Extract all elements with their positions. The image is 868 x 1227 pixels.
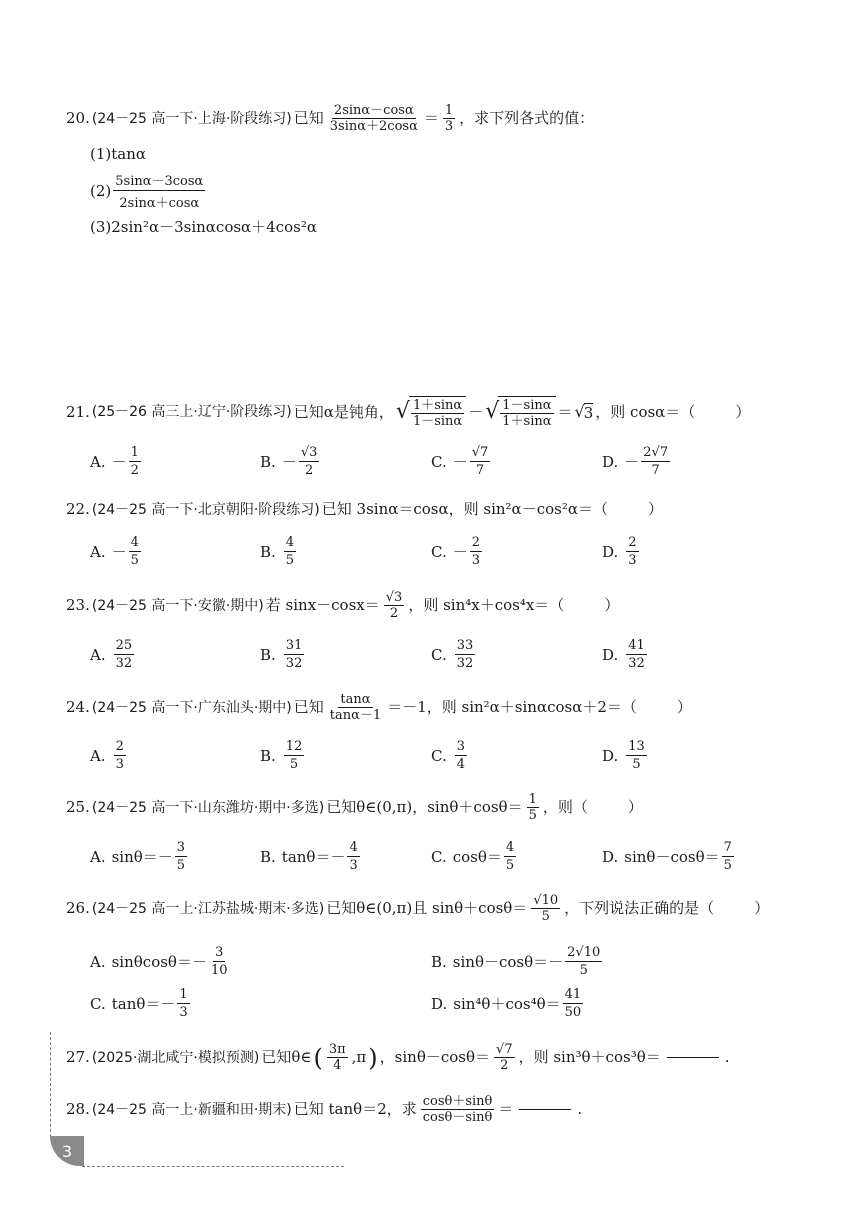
close-paren: ） xyxy=(604,596,620,614)
fraction-numerator: 1－sinα xyxy=(502,398,552,413)
stem-text: 已知θ∈(0,π)且 sinθ＋cosθ＝ xyxy=(326,899,528,917)
option-text: tanθ＝－ xyxy=(281,848,346,866)
question-24 xyxy=(66,693,692,722)
fraction-numerator: √3 xyxy=(300,445,318,460)
option-d[interactable] xyxy=(602,445,672,478)
stem-text: ，则（ xyxy=(542,798,588,816)
fraction xyxy=(299,445,320,478)
fraction-denominator: 3 xyxy=(179,1005,188,1020)
question-source-tag: (24－25 高一下·山东潍坊·期中·多选) xyxy=(91,799,325,816)
close-paren: ） xyxy=(735,402,751,421)
question-source-tag: (24－25 高一下·安徽·期中) xyxy=(91,597,264,614)
fraction xyxy=(641,445,670,478)
option-sign: － xyxy=(452,543,468,561)
close-paren: ） xyxy=(627,798,643,816)
fraction-numerator: 25 xyxy=(115,638,133,653)
fraction-numerator: 41 xyxy=(564,987,582,1002)
fraction-denominator: 2 xyxy=(304,463,314,478)
part-text: (1)tanα xyxy=(90,145,147,163)
option-text: sin⁴θ＋cos⁴θ＝ xyxy=(453,995,561,1013)
fraction-denominator: 3 xyxy=(444,119,454,134)
fraction-denominator: 7 xyxy=(475,463,485,478)
fraction xyxy=(500,399,553,428)
q20-part-1 xyxy=(90,145,146,163)
minus-sign: － xyxy=(468,402,484,421)
fraction xyxy=(626,638,647,671)
fraction xyxy=(284,739,305,772)
fraction-denominator: 1＋sinα xyxy=(502,414,552,429)
radical-sign: √ xyxy=(574,402,585,421)
fraction-denominator: 32 xyxy=(285,656,303,671)
fraction xyxy=(722,840,734,873)
option-label: B. xyxy=(260,542,276,561)
part-label: (2) xyxy=(90,181,112,200)
stem-text: 已知θ∈(0,π)，sinθ＋cosθ＝ xyxy=(326,798,523,816)
fraction-numerator: √10 xyxy=(533,893,559,908)
stem-text: 已知α是钝角， xyxy=(293,402,394,421)
option-label: B. xyxy=(260,847,276,866)
fraction-denominator: 1－sinα xyxy=(412,414,463,429)
fraction-denominator: 10 xyxy=(210,963,228,978)
option-b[interactable] xyxy=(260,840,362,873)
question-source-tag: (24－25 高一下·广东汕头·期中) xyxy=(91,699,292,716)
stem-text: ，下列说法正确的是（ xyxy=(564,899,715,917)
equals-sign: ＝ xyxy=(498,1100,514,1118)
fraction-denominator: 32 xyxy=(456,656,474,671)
stem-text: 已知 3sinα＝cosα，则 sin²α－cos²α＝（ xyxy=(321,500,608,518)
fraction-denominator: 5 xyxy=(579,963,588,978)
fraction xyxy=(626,535,638,568)
question-number: 26. xyxy=(66,899,90,917)
option-text: sinθ－cosθ＝ xyxy=(624,848,720,866)
fraction-denominator: 3 xyxy=(349,858,358,873)
fraction-numerator: 4 xyxy=(130,535,139,550)
option-label: C. xyxy=(431,847,447,866)
option-label: D. xyxy=(602,746,619,765)
fraction-denominator: 2 xyxy=(500,1058,509,1073)
fraction xyxy=(421,1095,495,1124)
square-root xyxy=(575,403,594,421)
fraction xyxy=(527,793,539,822)
option-label: D. xyxy=(431,994,448,1013)
part-text: (3)2sin²α－3sinαcosα＋4cos²α xyxy=(90,218,317,236)
option-text: sinθcosθ＝－ xyxy=(111,953,207,971)
fraction xyxy=(626,739,647,772)
option-label: A. xyxy=(90,542,106,561)
answer-blank[interactable] xyxy=(519,1109,571,1110)
fraction xyxy=(284,535,296,568)
option-d[interactable] xyxy=(602,739,649,772)
fraction-numerator: 41 xyxy=(628,638,645,653)
fraction xyxy=(129,535,141,568)
stem-text: ，sinθ－cosθ＝ xyxy=(379,1048,491,1066)
stem-text: ，则 sin⁴x＋cos⁴x＝（ xyxy=(408,596,565,614)
question-28 xyxy=(66,1095,582,1124)
fraction xyxy=(531,894,560,923)
fraction xyxy=(504,840,516,873)
option-label: A. xyxy=(90,645,106,664)
fraction xyxy=(129,445,141,478)
fraction-denominator: 3sinα＋2cosα xyxy=(329,119,418,134)
fraction xyxy=(327,1043,348,1072)
question-22 xyxy=(66,502,663,517)
fraction xyxy=(565,945,602,978)
period: . xyxy=(724,1048,730,1066)
question-number: 25. xyxy=(66,798,90,816)
fraction xyxy=(113,170,205,211)
fraction xyxy=(328,693,383,722)
question-number: 27. xyxy=(66,1048,90,1066)
option-label: D. xyxy=(602,847,619,866)
fraction-denominator: 3 xyxy=(628,553,637,568)
option-label: C. xyxy=(431,645,447,664)
question-source-tag: (24－25 高一下·上海·阶段练习) xyxy=(91,110,292,127)
option-c[interactable] xyxy=(431,638,477,671)
option-label: C. xyxy=(431,746,447,765)
question-number: 28. xyxy=(66,1100,90,1118)
fraction xyxy=(494,1043,515,1072)
fraction xyxy=(443,104,455,133)
question-number: 20. xyxy=(66,109,90,127)
option-b[interactable] xyxy=(260,445,321,478)
question-26 xyxy=(66,894,769,923)
footer-dashed-line xyxy=(82,1166,344,1167)
question-number: 22. xyxy=(66,500,90,518)
option-d[interactable] xyxy=(602,535,641,568)
close-paren: ） xyxy=(754,899,770,917)
option-a[interactable] xyxy=(90,535,143,568)
option-sign: － xyxy=(624,453,640,471)
period: . xyxy=(577,1100,583,1118)
stem-text: 若 sinx－cosx＝ xyxy=(265,596,380,614)
fraction xyxy=(175,840,187,873)
fraction xyxy=(563,987,584,1020)
fraction-numerator: 3 xyxy=(456,739,465,754)
option-b[interactable] xyxy=(260,739,306,772)
option-label: C. xyxy=(431,542,447,561)
fraction xyxy=(177,987,189,1020)
option-b[interactable] xyxy=(260,535,298,568)
fraction-numerator: 1 xyxy=(179,987,188,1002)
question-23 xyxy=(66,591,619,620)
question-20 xyxy=(66,104,594,133)
option-text: sinθ＝－ xyxy=(111,848,173,866)
fraction-numerator: 33 xyxy=(456,638,474,653)
question-source-tag: (24－25 高一上·新疆和田·期末) xyxy=(91,1101,292,1118)
fraction-denominator: 2 xyxy=(389,606,399,621)
stem-text: 已知 xyxy=(293,698,324,716)
option-label: D. xyxy=(602,452,619,471)
option-label: B. xyxy=(260,452,276,471)
option-label: A. xyxy=(90,952,106,971)
fraction-denominator: 5 xyxy=(289,757,299,772)
option-label: D. xyxy=(602,645,619,664)
q20-part-3 xyxy=(90,216,317,237)
option-label: D. xyxy=(602,542,619,561)
margin-dashed-line xyxy=(50,1032,51,1137)
fraction-numerator: 4 xyxy=(505,840,515,855)
option-c[interactable] xyxy=(431,535,484,568)
fraction-numerator: 4 xyxy=(285,535,295,550)
fraction-denominator: tanα－1 xyxy=(329,708,382,723)
fraction-numerator: 2√10 xyxy=(567,945,601,960)
stem-text: ，求下列各式的值： xyxy=(459,109,595,127)
fraction-denominator: 5 xyxy=(632,757,641,772)
fraction-denominator: 5 xyxy=(541,909,550,924)
stem-text: 已知 tanθ＝2，求 xyxy=(293,1100,417,1118)
fraction-numerator: 13 xyxy=(628,739,645,754)
fraction-denominator: cosθ－sinθ xyxy=(422,1110,493,1125)
fraction-numerator: 7 xyxy=(723,840,732,855)
fraction xyxy=(470,535,482,568)
question-number: 21. xyxy=(66,402,90,421)
option-d[interactable] xyxy=(602,840,736,873)
fraction xyxy=(114,739,126,772)
stem-text: ，则 cosα＝（ xyxy=(595,402,696,421)
option-a[interactable] xyxy=(90,638,136,671)
fraction-numerator: 3π xyxy=(328,1042,346,1057)
left-paren: ( xyxy=(313,1043,323,1072)
fraction-denominator: 3 xyxy=(471,553,481,568)
equals-sign: ＝ xyxy=(423,109,439,127)
question-number: 24. xyxy=(66,698,90,716)
stem-text: ＝－1，则 sin²α＋sinαcosα＋2＝（ xyxy=(387,698,637,716)
fraction xyxy=(209,945,230,978)
question-number: 23. xyxy=(66,596,90,614)
option-label: C. xyxy=(90,994,106,1013)
option-a[interactable] xyxy=(90,739,128,772)
stem-text: ，则 sin³θ＋cos³θ＝ xyxy=(518,1048,661,1066)
option-text: cosθ＝ xyxy=(452,848,502,866)
option-label: A. xyxy=(90,452,106,471)
fraction-denominator: 4 xyxy=(333,1058,342,1073)
fraction-numerator: 2 xyxy=(628,535,637,550)
option-c[interactable] xyxy=(90,987,192,1020)
q20-part-2 xyxy=(90,170,207,211)
option-a[interactable] xyxy=(90,445,143,478)
close-paren: ） xyxy=(647,500,663,518)
fraction-numerator: 1 xyxy=(528,792,537,807)
fraction-denominator: 32 xyxy=(628,656,645,671)
option-label: C. xyxy=(431,452,447,471)
fraction-denominator: 5 xyxy=(130,553,139,568)
close-paren: ） xyxy=(676,698,692,716)
fraction xyxy=(347,840,359,873)
right-paren: ) xyxy=(368,1043,378,1072)
fraction-numerator: √7 xyxy=(496,1042,513,1057)
fraction xyxy=(284,638,305,671)
option-sign: － xyxy=(111,453,127,471)
stem-text: 已知 xyxy=(293,109,324,127)
fraction-numerator: 3 xyxy=(176,840,186,855)
fraction-numerator: 31 xyxy=(285,638,303,653)
option-b[interactable] xyxy=(431,945,604,978)
option-label: A. xyxy=(90,847,106,866)
fraction-denominator: 5 xyxy=(176,858,186,873)
answer-blank[interactable] xyxy=(667,1057,719,1058)
fraction-numerator: 3 xyxy=(215,945,224,960)
fraction-numerator: 2 xyxy=(471,535,481,550)
fraction-numerator: 5sinα－3cosα xyxy=(113,170,205,191)
square-root xyxy=(485,396,555,428)
fraction-numerator: √3 xyxy=(385,590,403,605)
option-c[interactable] xyxy=(431,739,469,772)
equals-sign: ＝ xyxy=(557,402,573,421)
radicand: 3 xyxy=(583,404,594,422)
fraction xyxy=(411,399,464,428)
option-label: B. xyxy=(260,746,276,765)
fraction-denominator: 5 xyxy=(528,808,537,823)
fraction-numerator: 2 xyxy=(115,739,124,754)
fraction-numerator: 4 xyxy=(349,840,358,855)
square-root xyxy=(396,396,466,428)
fraction xyxy=(328,104,420,133)
fraction-numerator: 1 xyxy=(444,103,454,118)
question-source-tag: (24－25 高一上·江苏盐城·期末·多选) xyxy=(91,900,325,917)
fraction-numerator: 2√7 xyxy=(643,445,669,460)
fraction-denominator: 7 xyxy=(651,463,660,478)
fraction-numerator: 1＋sinα xyxy=(412,398,463,413)
question-27 xyxy=(66,1043,730,1072)
fraction-denominator: 2 xyxy=(130,463,139,478)
fraction xyxy=(470,445,491,478)
fraction-numerator: 12 xyxy=(285,739,303,754)
question-source-tag: (2025·湖北咸宁·模拟预测) xyxy=(91,1049,260,1066)
fraction-numerator: 2sinα－cosα xyxy=(333,103,414,118)
question-25 xyxy=(66,793,643,822)
fraction xyxy=(455,638,476,671)
page-number: 3 xyxy=(50,1136,84,1166)
fraction xyxy=(384,591,405,620)
option-a[interactable] xyxy=(90,945,232,978)
fraction-denominator: 50 xyxy=(564,1005,582,1020)
interval-text: ,π xyxy=(351,1048,367,1066)
fraction-numerator: 1 xyxy=(130,445,139,460)
option-d[interactable] xyxy=(431,987,585,1020)
option-text: tanθ＝－ xyxy=(111,995,176,1013)
option-label: B. xyxy=(260,645,276,664)
option-a[interactable] xyxy=(90,840,189,873)
fraction-numerator: cosθ＋sinθ xyxy=(422,1094,493,1109)
option-text: sinθ－cosθ＝－ xyxy=(452,953,564,971)
fraction-numerator: tanα xyxy=(340,692,371,707)
fraction-denominator: 4 xyxy=(456,757,465,772)
option-label: B. xyxy=(431,952,447,971)
fraction-denominator: 5 xyxy=(285,553,295,568)
fraction-denominator: 2sinα＋cosα xyxy=(119,196,200,211)
option-b[interactable] xyxy=(260,638,306,671)
fraction xyxy=(455,739,467,772)
fraction xyxy=(114,638,135,671)
fraction-denominator: 5 xyxy=(505,858,515,873)
question-21 xyxy=(66,396,750,428)
option-c[interactable] xyxy=(431,445,492,478)
question-source-tag: (24－25 高一下·北京朝阳·阶段练习) xyxy=(91,501,320,518)
option-c[interactable] xyxy=(431,840,518,873)
fraction-denominator: 5 xyxy=(723,858,732,873)
fraction-numerator: √7 xyxy=(471,445,489,460)
option-label: A. xyxy=(90,746,106,765)
fraction-denominator: 32 xyxy=(115,656,133,671)
fraction-denominator: 3 xyxy=(115,757,124,772)
option-sign: － xyxy=(111,543,127,561)
option-sign: － xyxy=(281,453,297,471)
radical-sign: √ xyxy=(485,399,500,424)
option-sign: － xyxy=(452,453,468,471)
option-d[interactable] xyxy=(602,638,649,671)
stem-text: 已知θ∈ xyxy=(261,1048,312,1066)
question-source-tag: (25－26 高三上·辽宁·阶段练习) xyxy=(91,404,292,420)
radical-sign: √ xyxy=(395,399,410,424)
